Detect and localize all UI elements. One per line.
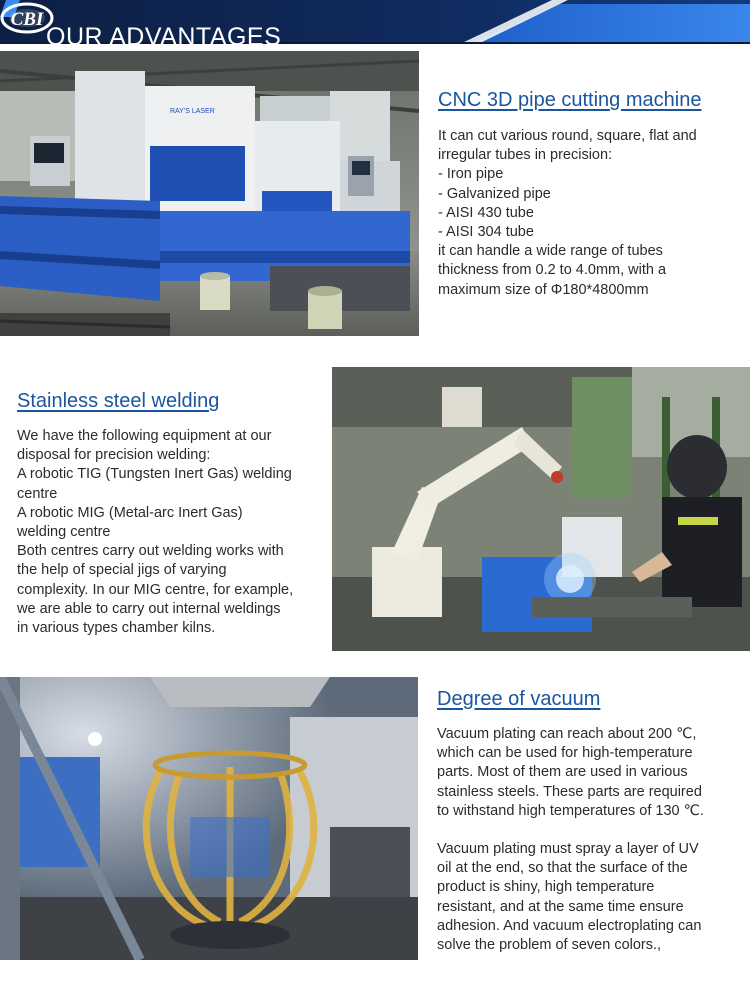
company-logo (0, 0, 54, 36)
vacuum-line: product is shiny, high temperature (437, 879, 655, 896)
welding-section-body (17, 427, 329, 638)
welding-line: we are able to carry out internal weldings (17, 600, 281, 617)
cnc-line: thickness from 0.2 to 4.0mm, with a (438, 262, 667, 279)
welding-line: centre (17, 485, 58, 502)
welding-line: the help of special jigs of varying (17, 562, 227, 579)
welding-section-title: Stainless steel welding (17, 390, 220, 412)
header-banner (0, 0, 750, 51)
welding-line: We have the following equipment at our (17, 428, 272, 444)
cnc-line: It can cut various round, square, flat and (438, 128, 697, 144)
vacuum-plating-photo (0, 677, 418, 960)
welding-line: Both centres carry out welding works with (17, 543, 284, 560)
cnc-pipe-cutting-machine-photo (0, 51, 419, 336)
welding-line: A robotic MIG (Metal-arc Inert Gas) (17, 504, 243, 521)
welding-line: welding centre (17, 524, 111, 541)
welding-line: in various types chamber kilns. (17, 620, 216, 637)
paragraph-gap (437, 821, 742, 840)
cnc-line: it can handle a wide range of tubes (438, 243, 663, 260)
cnc-line: maximum size of Φ180*4800mm (438, 281, 649, 298)
machine-brand-label: RAY'S LASER (170, 108, 215, 115)
cnc-line: - AISI 430 tube (438, 204, 534, 221)
cnc-section-body (438, 127, 738, 300)
vacuum-line: solve the problem of seven colors., (437, 937, 662, 954)
cnc-line: - Iron pipe (438, 166, 504, 183)
vacuum-line: Vacuum plating must spray a layer of UV (437, 841, 699, 858)
welding-line: disposal for precision welding: (17, 447, 211, 464)
logo-text: CBI (10, 9, 44, 30)
cnc-section-title: CNC 3D pipe cutting machine (438, 89, 702, 111)
vacuum-line: parts. Most of them are used in various (437, 764, 688, 781)
vacuum-section-title: Degree of vacuum (437, 688, 601, 710)
vacuum-line: Vacuum plating can reach about 200 ℃, (437, 726, 697, 742)
page-title: OUR ADVANTAGES (46, 22, 282, 51)
cnc-line: - AISI 304 tube (438, 224, 534, 241)
welding-line: complexity. In our MIG centre, for example, (17, 581, 294, 598)
vacuum-line: to withstand high temperatures of 130 ℃. (437, 802, 704, 819)
vacuum-line: oil at the end, so that the surface of the (437, 860, 688, 877)
cnc-line: irregular tubes in precision: (438, 147, 613, 164)
vacuum-section-body (437, 725, 742, 955)
cnc-line: - Galvanized pipe (438, 185, 551, 202)
robotic-welding-photo (332, 367, 750, 651)
welding-line: A robotic TIG (Tungsten Inert Gas) welding (17, 466, 292, 483)
vacuum-line: stainless steels. These parts are required (437, 783, 702, 800)
vacuum-line: adhesion. And vacuum electroplating can (437, 917, 702, 934)
vacuum-line: resistant, and at the same time ensure (437, 898, 684, 915)
vacuum-line: which can be used for high-temperature (437, 745, 693, 762)
